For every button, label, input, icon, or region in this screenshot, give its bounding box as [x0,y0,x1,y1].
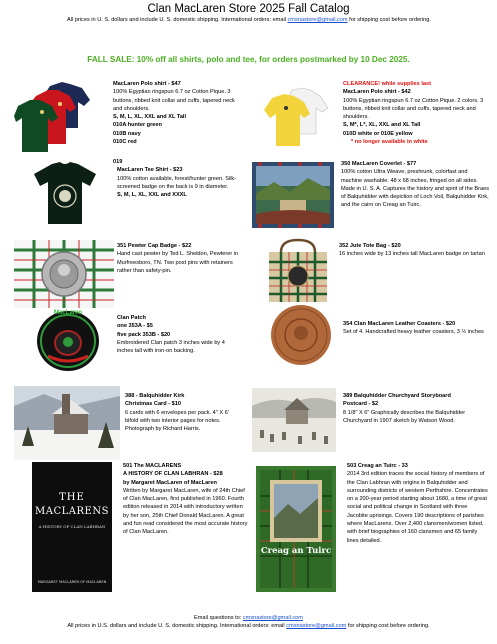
coverlet-photo [250,160,336,230]
christmas-card-item [125,392,243,433]
clan-patch-item [117,314,241,355]
patch-lettering: MacLaren [53,310,82,316]
book1-cover-author: MARGARET MACLAREN OF MACLAREN [37,580,107,584]
store-email-link[interactable]: cmsnastore@gmail.com [287,17,348,23]
xmas-credit: Photograph by Richard Harris. [125,426,201,433]
footer-email-link[interactable]: cmsnastore@gmail.com [242,615,303,621]
polo-option-green: 010A hunter green [113,122,162,129]
footer-notice-text: All prices in U.S. dollars and include U. S. domestic shipping. International orders: email [67,623,285,629]
coasters-desc: Set of 4. Handcrafted heavy leather coasters, 3 ½ inches [343,329,484,336]
shipping-notice-tail: for shipping cost before ordering. [349,17,431,23]
book2-cover-title: Creag an Tuirc [260,546,332,556]
christmas-card-photo [14,386,120,460]
clearance-note: * no longer available in white [351,139,428,146]
clearance-polo-photo [262,86,334,148]
polo-desc: 100% Egyptian ringspun 6.7 oz Cotton Pique. 3 buttons, ribbed knit collar and cuffs, tapered neck and shoulders. [113,89,235,112]
creag-an-tuirc-book-cover [256,466,336,592]
postcard-sub: Postcard - $2 [343,401,379,408]
polo-shirt-item [113,80,241,146]
polo-name: MacLaren Polo shirt - $47 [113,81,181,87]
pewter-badge-item [117,242,241,275]
storyboard-postcard-item [343,392,489,425]
coverlet-name: 350 MacLaren Coverlet - $77 [341,161,417,167]
tote-name: 352 Jute Tote Bag - $20 [339,243,401,249]
book1-name: 501 The MACLARENS [123,463,182,469]
clearance-options: 010D white or 010E yellow [343,130,413,137]
book1-cover-title-the: THE [59,492,85,503]
pewter-badge-photo [14,240,114,308]
tee-sizes: S, M, L, XL, XXL and XXXL [117,192,187,199]
catalog-title: Clan MacLaren Store 2025 Fall Catalog [147,3,350,15]
xmas-sub: Christmas Card - $10 [125,401,181,408]
xmas-name: 388 - Balquhidder Kirk [125,393,185,399]
tee-name: MacLaren Tee Shirt - $23 [117,167,183,174]
footer-questions [0,615,497,621]
book1-sub: A HISTORY OF CLAN LABHRAN - $28 [123,471,223,478]
book1-author: by Margaret MacLaren of MacLaren [123,479,217,486]
patch-label: Clan Patch [117,315,146,321]
footer-notice-tail: for shipping cost before ordering. [347,623,430,629]
leather-coasters-item [343,320,487,337]
shipping-notice-text: All prices in U. S. dollars and include U. S. domestic shipping. International orders: email [67,17,286,23]
book1-cover-subtitle: A HISTORY OF CLAN LABHRAN [38,524,106,529]
coverlet-desc: 100% cotton Ultra Weave, preshrunk, colorfast and machine washable. 48 x 68 inches, fringed on all sides. Made in U. S. A. Captures the history and spirit of the Braes of Balquhidder with depiction of Loch Voil, Balquhidder Kirk, and the cairn on Creag an Tuirc. [341,169,489,209]
storyboard-postcard-photo [252,388,336,452]
clearance-item [343,80,485,146]
tee-shirt-item [113,158,241,199]
book1-desc: Written by Margaret MacLaren, wife of 24th Chief of Clan MacLaren, first published in 1960. Fourth edition released in 2014 with introductory written by her son, 25th Chief Donald MacLaren. A great and fun read considered the most accurate history of Clan MacLaren. [123,487,248,536]
patch-pack: five pack 353B - $20 [117,331,171,338]
clearance-desc: 100% Egyptian ringspun 6.7 oz Cotton Pique. 2 colors. 3 buttons, ribbed knit collar and cuffs, tapered neck and shoulders. [343,97,484,121]
tee-code: 019 [113,159,123,165]
clan-patch-photo [34,308,102,374]
coverlet-item [341,160,489,210]
tote-bag-photo [263,238,333,304]
book2-desc: 2014 3rd edition traces the social history of members of the Clan Labhran with origins in Balquhidder and surrounding districts of western Perthshire. Concentrates on a 200-year period starting about 1680, a time of great social and political change in Scotland with three Jacobite uprisings. Covers 190 descriptions of parishes where MacLarens. Over 2,400 clansmen/women listed. with brief biographies of 160 clansmen and 65 family lines detailed. [347,471,488,544]
footer-notice-email-link[interactable]: cmsnastore@gmail.com [286,623,347,629]
clearance-banner: CLEARANCE! while supplies last [343,81,431,87]
polo-option-red: 010C red [113,139,137,146]
footer-shipping-notice [0,623,497,629]
postcard-name: 389 Balquhidder Churchyard Storyboard [343,393,451,399]
book2-name: 503 Creag an Tuirc - 33 [347,463,408,469]
patch-desc: Embroidered Clan patch 3 inches wide by 4 inches tall with iron-on backing. [117,339,225,355]
footer-questions-text: Email questions to: [194,615,242,621]
polo-option-navy: 010B navy [113,130,141,137]
coasters-name: 354 Clan MacLaren Leather Coasters - $20 [343,321,456,327]
creag-an-tuirc-book-item [347,462,489,545]
xmas-desc: 6 cards with 6 envelopes per pack. 4" X 6' bifold with two interior pages for notes. [125,409,229,424]
clearance-name: MacLaren Polo shirt - $42 [343,89,411,96]
maclarens-book-item [123,462,249,537]
shipping-notice [4,17,494,23]
tote-bag-item [339,242,487,259]
book1-cover-title-maclarens: MACLARENS [35,506,109,517]
tee-shirt-photo [30,160,100,226]
leather-coasters-photo [268,302,334,368]
pewter-name: 351 Pewter Cap Badge - $22 [117,243,192,249]
maclarens-book-cover [32,462,112,592]
polo-shirts-photo [14,78,100,154]
tote-desc: 16 inches wide by 13 inches tall MacLaren badge on tartan [339,251,485,258]
tee-desc: 100% cotton available, forest/hunter green. Silk-screened badge on the back is 9 in diameter. [117,175,237,190]
pewter-desc: Hand cast pewter by Ted L. Sheldon, Pewterer in Murfreesboro, TN. Two post pins with retainers rather than safety-pin. [117,251,239,274]
patch-single: one 353A - $5 [117,323,153,330]
sale-banner: FALL SALE: 10% off all shirts, polo and tee, for orders postmarked by 10 Dec 2025. [87,55,410,64]
postcard-desc: 8 1/8" X 6" Graphically describes the Balquhidder Churchyard in 1907 sketch by Watson Wood. [343,409,466,424]
clearance-sizes: S, M*, L*, XL, XXL and XL Tall [343,122,421,129]
polo-sizes: S, M, L, XL, XXL and XL Tall [113,114,187,121]
